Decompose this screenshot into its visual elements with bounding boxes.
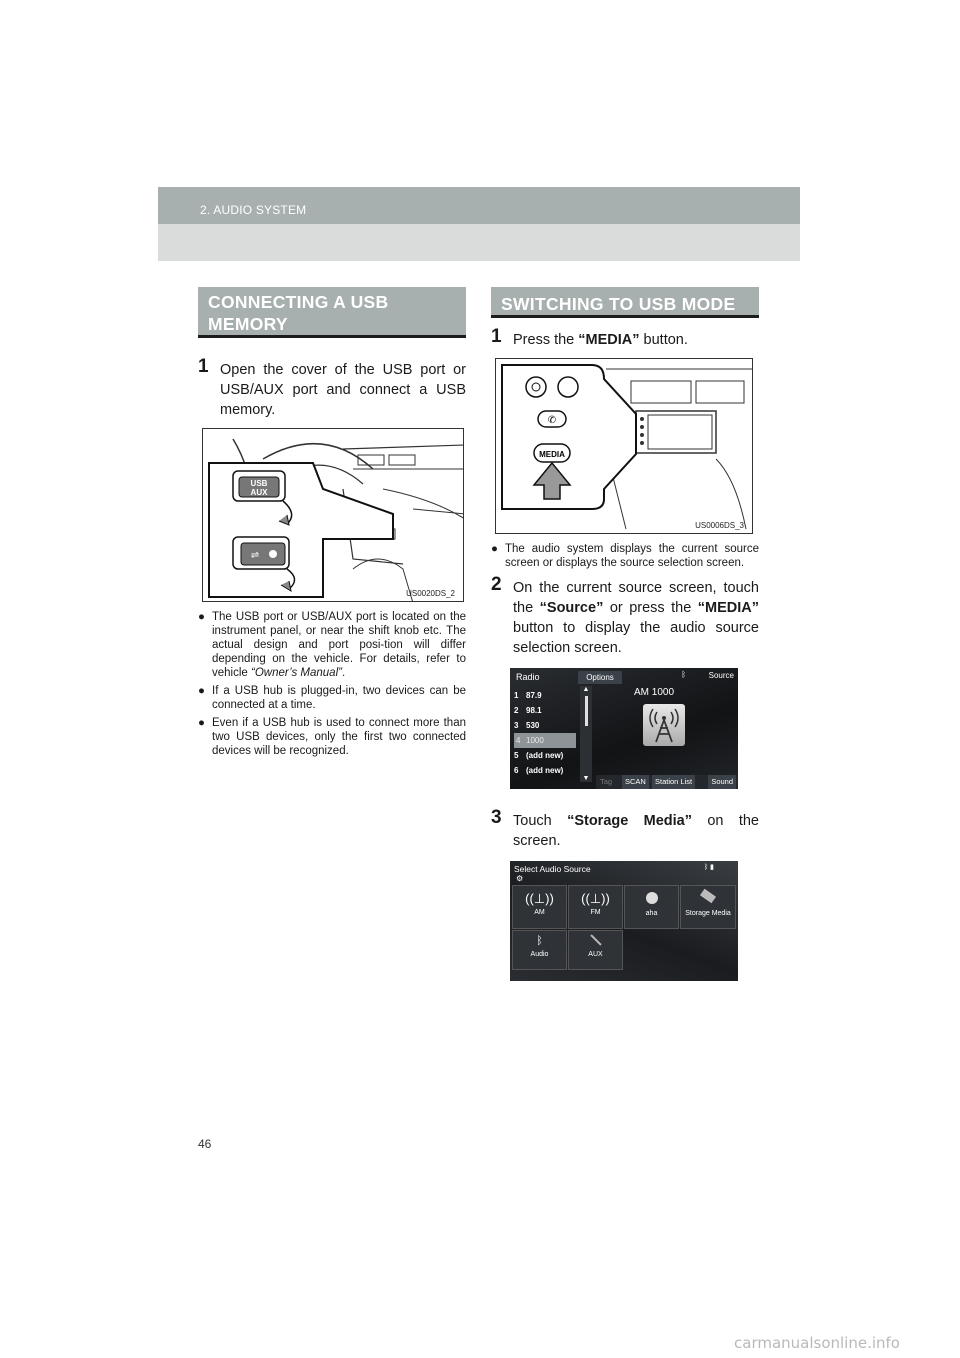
watermark: carmanualsonline.info [734, 1334, 900, 1352]
tile-label: FM [590, 909, 601, 916]
dashboard-drawing [203, 429, 464, 602]
note-text: The USB port or USB/AUX port is located on the instrument panel, or near the shift knob etc. The actual design and port posi-tion will differ depending on the vehicle. For details, refer to vehicle [212, 611, 466, 679]
aux-cable-icon [590, 934, 601, 945]
status-icons: ᛒ ▮ [704, 864, 714, 871]
note-text: Even if a USB hub is used to connect more than two USB devices, only the first two connected devices will be recognized. [212, 717, 466, 757]
header-subband [158, 224, 800, 261]
station-name: AM 1000 [634, 687, 675, 698]
media-button-illustration [495, 358, 753, 534]
aha-icon [646, 892, 658, 904]
note-text: If a USB hub is plugged-in, two devices can be connected at a time. [212, 685, 466, 711]
bullet-icon: ● [198, 611, 205, 623]
figure-code: US0006DS_3 [695, 521, 744, 530]
aux-label: AUX [250, 488, 268, 497]
sound-button[interactable]: Sound [708, 775, 736, 789]
section-heading-switching: SWITCHING TO USB MODE [491, 287, 759, 318]
note-item [198, 684, 466, 712]
bullet-icon: ● [491, 543, 498, 555]
step-text-c: button. [639, 332, 688, 348]
svg-text:⇌: ⇌ [250, 550, 260, 561]
radio-title: Radio [516, 672, 540, 682]
bluetooth-icon: ᛒ [681, 670, 686, 679]
broadcast-icon: ((⊥)) [525, 891, 554, 906]
tile-fm[interactable] [568, 885, 623, 929]
step-number: 1 [491, 326, 502, 347]
preset-item[interactable] [514, 763, 576, 778]
tag-button[interactable]: Tag [600, 777, 613, 786]
note-text: The audio system displays the current source screen or displays the source selection screen. [505, 543, 759, 569]
step-text-c: or press the [603, 600, 698, 616]
tile-aha[interactable] [624, 885, 679, 929]
page-number: 46 [198, 1137, 212, 1151]
step-number: 2 [491, 574, 502, 595]
broadcast-tower-icon [643, 704, 685, 746]
step-text-a: Press the [513, 332, 579, 348]
settings-icon: ⚙ [516, 874, 524, 883]
step-1 [491, 326, 759, 350]
bottom-bar [596, 775, 738, 789]
note-italic: “Owner’s Manual” [251, 667, 342, 679]
tile-label: AUX [588, 951, 603, 958]
scroll-down-icon[interactable]: ▼ [582, 775, 590, 782]
preset-list [514, 688, 576, 778]
right-column [491, 287, 759, 981]
preset-label: (add new) [526, 751, 564, 760]
preset-label: (add new) [526, 766, 564, 775]
station-art [643, 704, 685, 746]
preset-item-selected[interactable] [514, 733, 576, 748]
figure-code: US0020DS_2 [406, 589, 455, 598]
preset-item[interactable] [514, 718, 576, 733]
bullet-icon: ● [198, 717, 205, 729]
tile-am[interactable] [512, 885, 567, 929]
step-number: 3 [491, 807, 502, 828]
media-label: MEDIA [539, 450, 565, 459]
usb-label: USB [250, 479, 268, 488]
note-item [198, 610, 466, 680]
preset-label: 530 [526, 721, 540, 730]
options-button[interactable]: Options [578, 671, 622, 684]
preset-number: 6 [514, 766, 519, 775]
scrollbar[interactable] [580, 686, 592, 782]
note-item [491, 542, 759, 570]
console-drawing [496, 359, 753, 534]
step-1 [198, 356, 466, 420]
preset-label: 87.9 [526, 691, 542, 700]
step-text-a: On the current source screen, touch the [513, 580, 759, 616]
bluetooth-icon: ᛒ [536, 935, 543, 947]
step-text-b: “MEDIA” [578, 332, 640, 348]
scan-button[interactable]: SCAN [622, 775, 649, 789]
usb-stick-icon [700, 889, 716, 904]
preset-item[interactable] [514, 703, 576, 718]
step-number: 1 [198, 356, 209, 377]
tile-aux[interactable] [568, 930, 623, 970]
tile-label: AM [534, 909, 545, 916]
station-list-button[interactable]: Station List [652, 775, 695, 789]
tile-label: Audio [530, 951, 549, 958]
broadcast-icon: ((⊥)) [581, 891, 610, 906]
preset-item[interactable] [514, 748, 576, 763]
audio-source-screen [510, 861, 738, 981]
step-text-e: button to display the audio source selection screen. [513, 620, 759, 656]
section-title: 2. AUDIO SYSTEM [200, 203, 307, 217]
scroll-up-icon[interactable]: ▲ [582, 686, 590, 693]
tile-label: Storage Media [685, 910, 731, 917]
note-end: . [341, 667, 346, 679]
tile-storage-media[interactable] [680, 885, 736, 929]
left-notes [198, 610, 466, 758]
step-text-d: “MEDIA” [697, 600, 760, 616]
radio-screen [510, 668, 738, 789]
step-3 [491, 807, 759, 851]
step-text-c: on the screen. [513, 813, 759, 849]
preset-number: 5 [514, 751, 519, 760]
tile-label: aha [645, 910, 658, 917]
section-heading-connecting: CONNECTING A USB MEMORY [198, 287, 466, 338]
step-text: Open the cover of the USB port or USB/AUX port and connect a USB memory. [220, 362, 466, 418]
usb-port-illustration [202, 428, 464, 602]
step-2 [491, 574, 760, 658]
svg-text:✆: ✆ [547, 415, 557, 426]
right-notes [491, 542, 759, 570]
source-title: Select Audio Source [514, 864, 591, 874]
left-column [198, 287, 466, 762]
preset-number: 1 [514, 691, 519, 700]
source-button[interactable]: Source [708, 671, 734, 680]
bullet-icon: ● [198, 685, 205, 697]
preset-number: 4 [516, 736, 521, 745]
preset-number: 3 [514, 721, 519, 730]
step-text-b: “Source” [539, 600, 604, 616]
preset-label: 98.1 [526, 706, 542, 715]
note-item [198, 716, 466, 758]
tile-bluetooth-audio[interactable] [512, 930, 567, 970]
preset-item[interactable] [514, 688, 576, 703]
scroll-thumb[interactable] [585, 696, 588, 726]
step-text-b: “Storage Media” [567, 813, 692, 829]
step-text-a: Touch [513, 813, 568, 829]
preset-number: 2 [514, 706, 519, 715]
preset-label: 1000 [526, 736, 544, 745]
